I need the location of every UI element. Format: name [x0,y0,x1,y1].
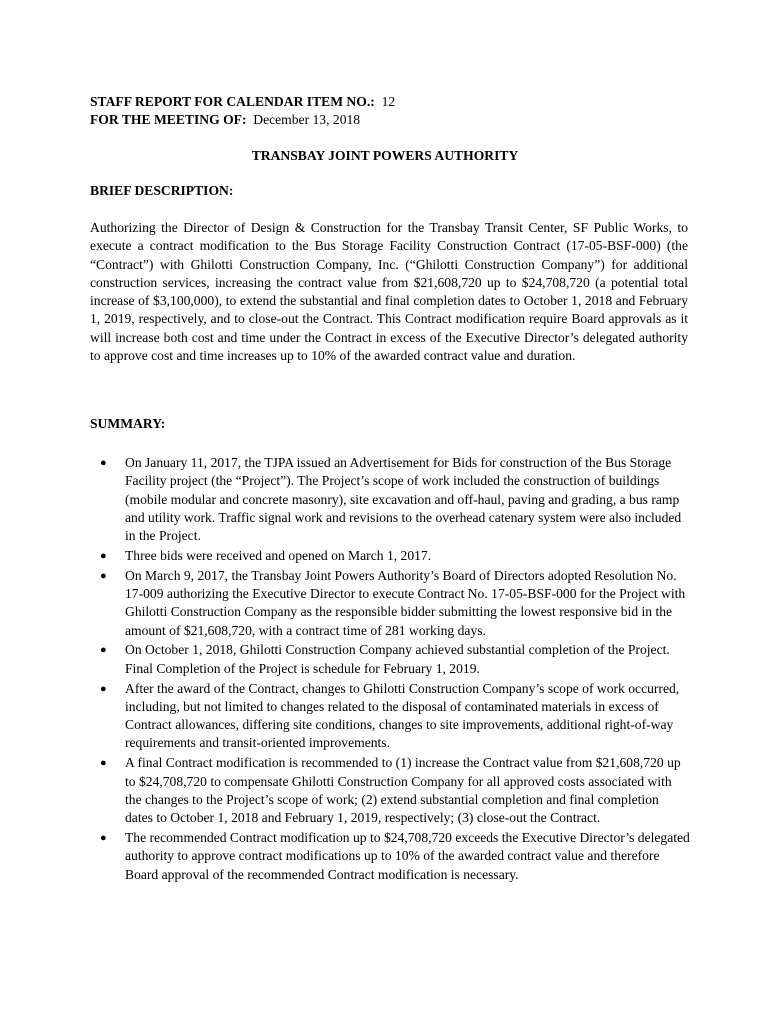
calendar-item-line [90,93,690,111]
calendar-item-number: 12 [381,94,396,109]
meeting-date: December 13, 2018 [253,112,361,128]
organization-title: TRANSBAY JOINT POWERS AUTHORITY [251,148,519,163]
summary-item-text: The recommended Contract modification up to $24,708,720 exceeds the Executive Director’s delegated authority to approve contract modifications up to 10% of the awarded contract value and therefore Board approval of the recommended Contract modification is necessary. [125,829,690,882]
bullet-icon: ● [100,682,107,695]
summary-list [90,454,690,885]
bullet-icon: ● [100,757,107,770]
summary-item [90,680,690,753]
bullet-icon: ● [100,644,107,657]
bullet-icon: ● [100,549,107,562]
summary-item-text: On October 1, 2018, Ghilotti Construction Company achieved substantial completion of the Project. Final Completion of the Project is schedule for February 1, 2019. [125,642,670,676]
summary-heading: SUMMARY: [90,416,166,431]
summary-item [90,454,690,545]
summary-item-text: A final Contract modification is recommended to (1) increase the Contract value from $21,608,720 up to $24,708,720 to compensate Ghilotti Construction Company for all approved costs associated with the changes to the Project’s scope of work; (2) extend substantial completion and final completion dates to October 1, 2018 and February 1, 2019, respectively; (3) close-out the Contract. [125,755,681,826]
summary-item [90,567,690,640]
summary-item-text: On January 11, 2017, the TJPA issued an Advertisement for Bids for construction of the Bus Storage Facility project (the “Project”). The Project’s scope of work included the construction of buildings (mobile modular and concrete masonry), site excavation and off-haul, paving and grading, a bus ramp and utility work. Traffic signal work and revisions to the overhead catenary system were also included in the Project. [125,455,682,544]
summary-item-text: After the award of the Contract, changes to Ghilotti Construction Company’s scope of work occurred, including, but not limited to changes related to the disposal of contaminated materials in excess of Contract allowances, differing site conditions, changes to site improvements, additional right-of-way requirements and transit-oriented improvements. [125,680,680,751]
meeting-label: FOR THE MEETING OF: [90,112,247,128]
bullet-icon: ● [100,457,107,469]
report-header [90,93,690,130]
summary-item [90,641,690,678]
brief-description-text: Authorizing the Director of Design & Construction for the Transbay Transit Center, SF Public Works, to execute a contract modification to the Bus Storage Facility Construction Contract (17-05-BSF-000) (the “Contract”) with Ghilotti Construction Company, Inc. (“Ghilotti Construction Company”) for additional construction services, increasing the contract value from $21,608,720 up to $24,708,720 (a potential total increase of $3,100,000), to extend the substantial and final completion dates to October 1, 2018 and February 1, 2019, respectively, and to close-out the Contract. This Contract modification require Board approvals as it will increase both cost and time under the Contract in excess of the Executive Director’s delegated authority to approve cost and time increases up to 10% of the awarded contract value and duration. [90,220,688,364]
bullet-icon: ● [100,831,107,844]
summary-item [90,754,690,827]
summary-item-text: On March 9, 2017, the Transbay Joint Powers Authority’s Board of Directors adopted Resolution No. 17-009 authorizing the Executive Director to execute Contract No. 17-05-BSF-000 for the Project with Ghilotti Construction Company as the responsible bidder submitting the lowest responsive bid in the amount of $21,608,720, with a contract time of 281 working days. [125,567,686,638]
calendar-item-label: STAFF REPORT FOR CALENDAR ITEM NO.: [90,94,375,109]
summary-item [90,547,690,565]
meeting-date-line [90,111,690,129]
summary-item-text: Three bids were received and opened on March 1, 2017. [125,547,432,563]
bullet-icon: ● [100,569,107,582]
summary-item [90,829,690,884]
brief-description-heading: BRIEF DESCRIPTION: [90,183,234,198]
